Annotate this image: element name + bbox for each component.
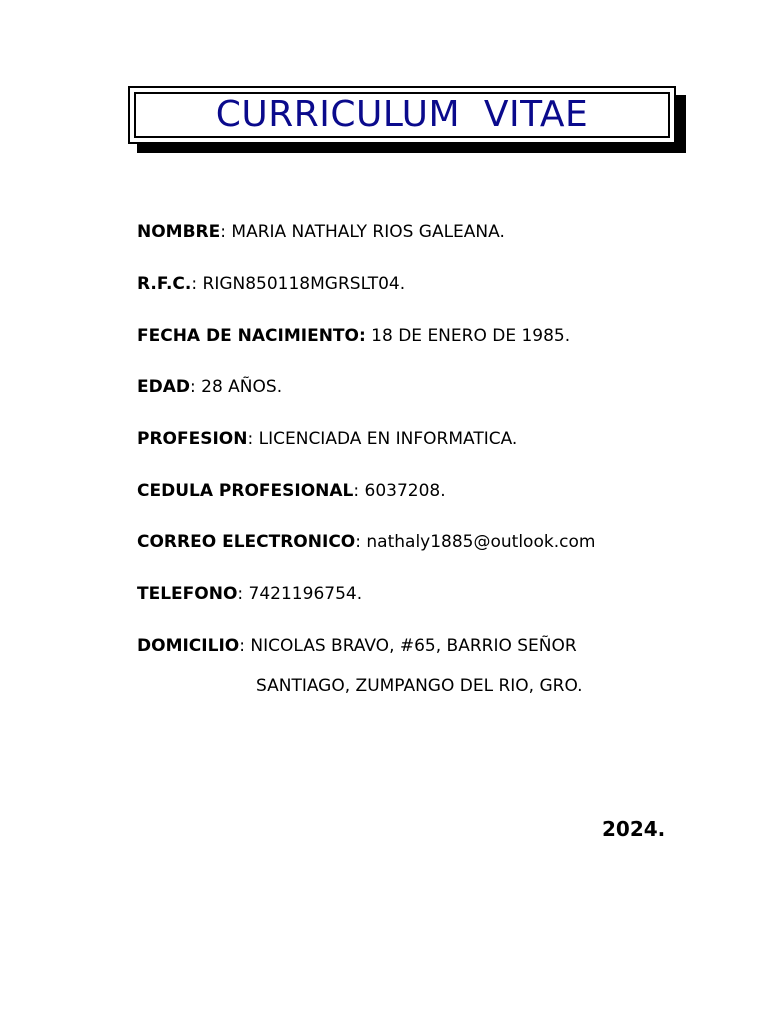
- field-value: 7421196754.: [248, 584, 363, 604]
- field-value: 28 AÑOS.: [201, 377, 283, 397]
- field-label: R.F.C.: [137, 274, 192, 294]
- field-separator: :: [239, 636, 251, 656]
- field-label: TELEFONO: [137, 584, 238, 604]
- field-label: DOMICILIO: [137, 636, 240, 656]
- field-value: 6037208.: [364, 481, 446, 501]
- field-rfc: [137, 274, 405, 294]
- title-box: [128, 86, 676, 144]
- field-label: EDAD: [137, 377, 190, 397]
- field-label: CORREO ELECTRONICO: [137, 532, 356, 552]
- field-separator: :: [191, 274, 203, 294]
- field-separator: :: [247, 429, 259, 449]
- field-label: CEDULA PROFESIONAL: [137, 481, 354, 501]
- field-value: LICENCIADA EN INFORMATICA.: [258, 429, 518, 449]
- field-separator: :: [355, 532, 367, 552]
- field-label: PROFESION: [137, 429, 248, 449]
- field-value: NICOLAS BRAVO, #65, BARRIO SEÑOR: [250, 636, 577, 656]
- field-label: NOMBRE: [137, 222, 221, 242]
- field-fecha-nacimiento: [137, 326, 570, 346]
- field-profesion: [137, 429, 517, 449]
- field-correo-electronico: [137, 532, 595, 552]
- address-continuation: SANTIAGO, ZUMPANGO DEL RIO, GRO.: [256, 676, 583, 696]
- field-separator: :: [220, 222, 232, 242]
- field-edad: [137, 377, 282, 397]
- field-domicilio: [137, 636, 577, 656]
- field-separator: :: [237, 584, 249, 604]
- field-label: FECHA DE NACIMIENTO:: [137, 326, 366, 346]
- field-value: 18 DE ENERO DE 1985.: [371, 326, 571, 346]
- field-nombre: [137, 222, 505, 242]
- field-value: nathaly1885@outlook.com: [366, 532, 596, 552]
- field-separator: :: [190, 377, 202, 397]
- field-value: RIGN850118MGRSLT04.: [202, 274, 406, 294]
- document-title: CURRICULUM VITAE: [215, 94, 589, 135]
- field-cedula-profesional: [137, 481, 446, 501]
- field-telefono: [137, 584, 362, 604]
- field-separator: :: [353, 481, 365, 501]
- title-box-inner-frame: [134, 92, 670, 138]
- field-value: MARIA NATHALY RIOS GALEANA.: [231, 222, 505, 242]
- document-year: 2024.: [602, 817, 666, 841]
